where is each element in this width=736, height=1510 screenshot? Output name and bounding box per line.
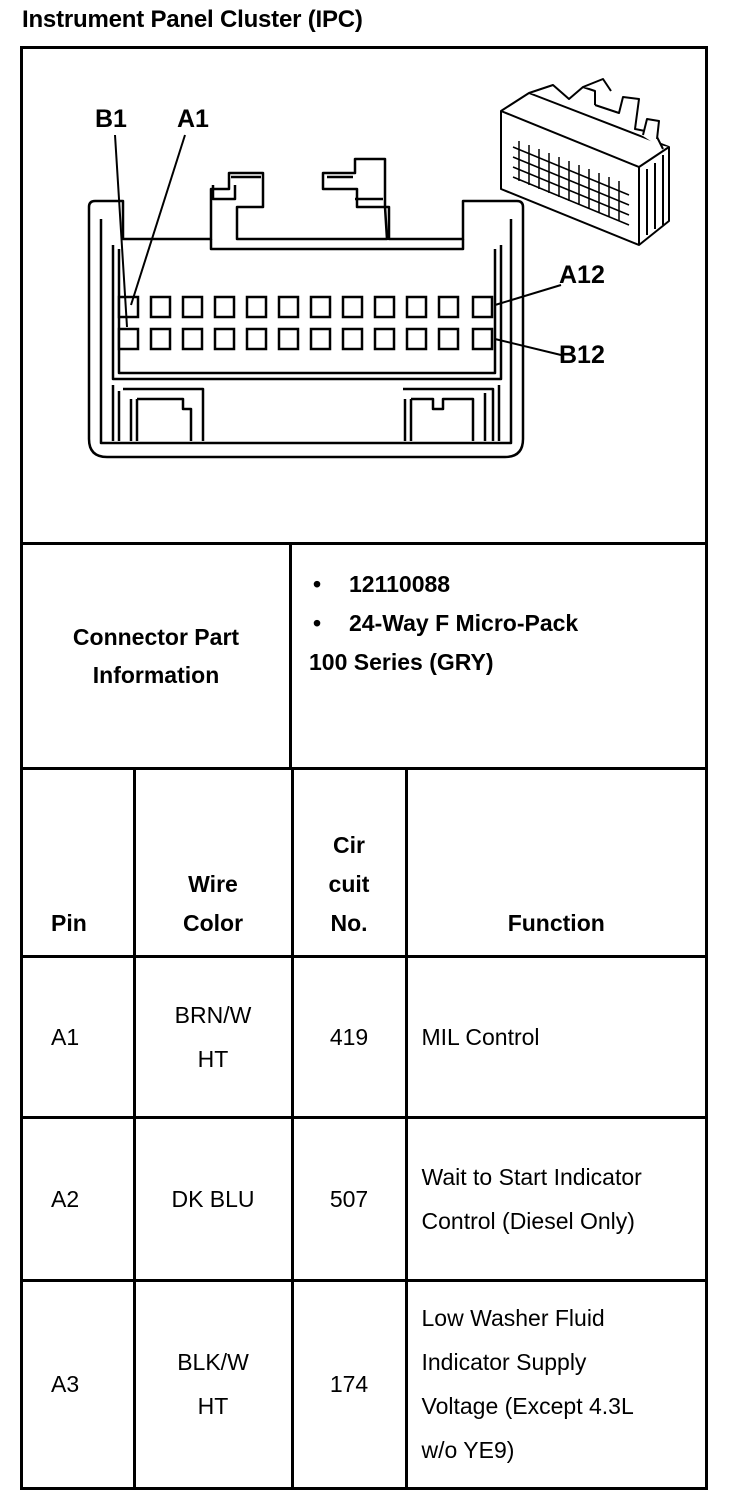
connector-series: 100 Series (GRY) bbox=[309, 649, 494, 675]
page-title: Instrument Panel Cluster (IPC) bbox=[22, 6, 363, 33]
cell-function: Low Washer Fluid Indicator Supply Voltage (Except 4.3L w/o YE9) bbox=[421, 1305, 633, 1464]
header-function: Function bbox=[406, 770, 705, 956]
cell-wire-color: DK BLU bbox=[134, 1117, 292, 1280]
label-a1: A1 bbox=[177, 105, 209, 133]
description-line: • 24-Way F Micro-Pack bbox=[313, 610, 579, 636]
label-b1: B1 bbox=[95, 105, 127, 133]
table-row bbox=[23, 1280, 705, 1487]
connector-frame bbox=[20, 46, 708, 1490]
part-number: 12110088 bbox=[349, 571, 451, 597]
cell-function: MIL Control bbox=[406, 956, 705, 1117]
cell-pin: A1 bbox=[23, 956, 134, 1117]
header-pin: Pin bbox=[23, 770, 134, 956]
connector-info-label: Connector Part Information bbox=[23, 545, 292, 767]
connector-description: 24-Way F Micro-Pack bbox=[349, 610, 579, 636]
connector-diagram bbox=[23, 49, 705, 545]
pinout-table bbox=[23, 770, 705, 1487]
label-a12: A12 bbox=[559, 261, 605, 289]
cell-wire-color: BRN/W HT bbox=[134, 956, 292, 1117]
cell-circuit-no: 174 bbox=[292, 1280, 406, 1487]
label-b12: B12 bbox=[559, 341, 605, 369]
cell-pin: A2 bbox=[23, 1117, 134, 1280]
table-row bbox=[23, 1117, 705, 1280]
header-wire-color: Wire Color bbox=[134, 770, 292, 956]
cell-wire-color: BLK/W HT bbox=[134, 1280, 292, 1487]
table-row bbox=[23, 956, 705, 1117]
header-circuit-no: Cir cuit No. bbox=[292, 770, 406, 956]
connector-info-row bbox=[23, 545, 705, 770]
cell-pin: A3 bbox=[23, 1280, 134, 1487]
cell-circuit-no: 419 bbox=[292, 956, 406, 1117]
connector-info-value bbox=[295, 545, 705, 767]
table-header-row bbox=[23, 770, 705, 956]
part-number-line: • 12110088 bbox=[313, 571, 451, 597]
cell-function: Wait to Start Indicator Control (Diesel Only) bbox=[406, 1117, 705, 1280]
cell-circuit-no: 507 bbox=[292, 1117, 406, 1280]
